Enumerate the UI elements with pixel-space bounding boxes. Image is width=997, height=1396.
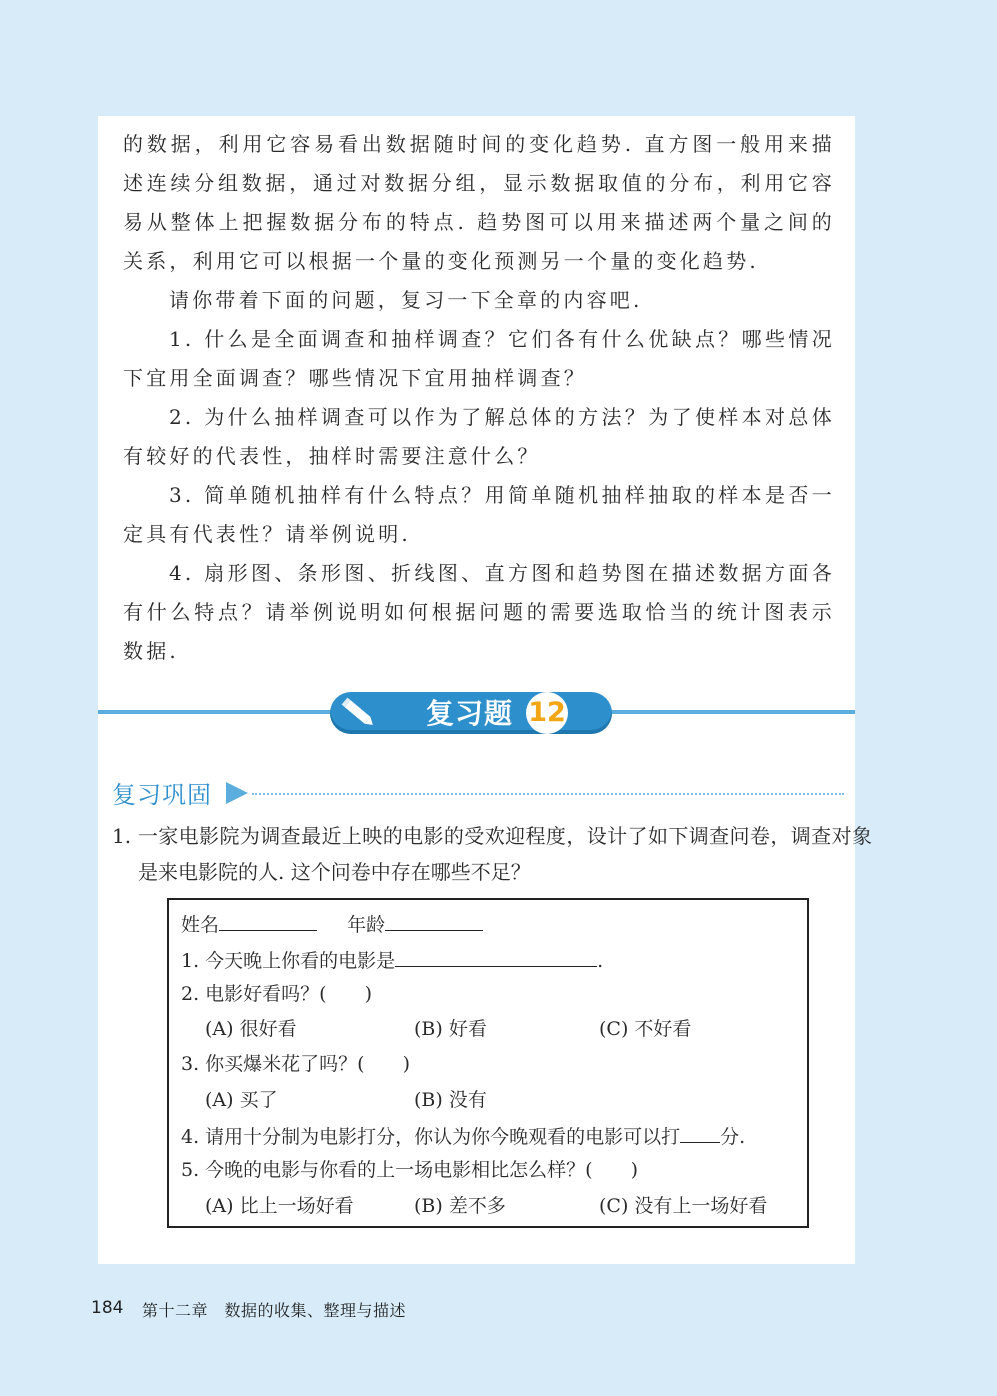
q2-option-b: (B) 好看 — [414, 1018, 487, 1040]
review-prompt: 请你带着下面的问题，复习一下全章的内容吧. — [169, 288, 643, 312]
section-dotted-line — [252, 793, 844, 795]
review-question-2: 2. 为什么抽样调查可以作为了解总体的方法？为了使样本对总体有较好的代表性，抽样时需要注意什么？ — [123, 405, 835, 468]
chapter-title: 第十二章 数据的收集、整理与描述 — [142, 1301, 407, 1320]
pencil-icon — [338, 694, 378, 732]
age-blank — [385, 910, 483, 931]
q1-blank — [395, 946, 597, 967]
review-question-3: 3. 简单随机抽样有什么特点？用简单随机抽样抽取的样本是否一定具有代表性？请举例说明. — [123, 483, 835, 546]
section-title: 复习巩固 — [112, 781, 212, 809]
banner-number: 12 — [526, 692, 568, 734]
q5-option-c: (C) 没有上一场好看 — [599, 1195, 768, 1217]
questionnaire-q4 — [181, 1122, 745, 1150]
intro-paragraph: 的数据，利用它容易看出数据随时间的变化趋势. 直方图一般用来描述连续分组数据，通过对数据分组，显示数据取值的分布，利用它容易从整体上把握数据分布的特点. 趋势图可以用来描述两个量之间的关系，利用它可以根据一个量的变化预测另一个量的变化趋势. — [123, 132, 835, 273]
questionnaire-q1 — [181, 946, 603, 974]
triangle-arrow-icon — [224, 780, 250, 806]
age-label: 年龄 — [347, 914, 386, 936]
q3-option-b: (B) 没有 — [414, 1089, 487, 1111]
q1-text: 1. 今天晚上你看的电影是 — [181, 950, 396, 972]
review-question-4: 4. 扇形图、条形图、折线图、直方图和趋势图在描述数据方面各有什么特点？请举例说明如何根据问题的需要选取恰当的统计图表示数据. — [123, 561, 835, 663]
q3-option-a: (A) 买了 — [205, 1089, 278, 1111]
q4-blank — [680, 1122, 720, 1143]
questionnaire-header — [181, 910, 483, 938]
q4-text: 4. 请用十分制为电影打分，你认为你今晚观看的电影可以打 — [181, 1126, 681, 1148]
banner-title: 复习题 — [426, 697, 514, 730]
exercise-1: 1. 一家电影院为调查最近上映的电影的受欢迎程度，设计了如下调查问卷，调查对象是来电影院的人. 这个问卷中存在哪些不足？ — [112, 824, 872, 884]
review-question-1: 1. 什么是全面调查和抽样调查？它们各有什么优缺点？哪些情况下宜用全面调查？哪些情况下宜用抽样调查？ — [123, 327, 835, 390]
name-blank — [219, 910, 317, 931]
q1-end: . — [597, 950, 604, 972]
questionnaire-q3: 3. 你买爆米花了吗？( ) — [181, 1053, 410, 1075]
questionnaire-q5: 5. 今晚的电影与你看的上一场电影相比怎么样？( ) — [181, 1159, 638, 1181]
q2-option-a: (A) 很好看 — [205, 1018, 297, 1040]
q5-option-a: (A) 比上一场好看 — [205, 1195, 354, 1217]
questionnaire-q2: 2. 电影好看吗？( ) — [181, 983, 372, 1005]
q5-option-b: (B) 差不多 — [414, 1195, 506, 1217]
q4-end: 分. — [720, 1126, 746, 1148]
q2-option-c: (C) 不好看 — [599, 1018, 692, 1040]
page-number: 184 — [91, 1298, 124, 1318]
name-label: 姓名 — [181, 914, 220, 936]
